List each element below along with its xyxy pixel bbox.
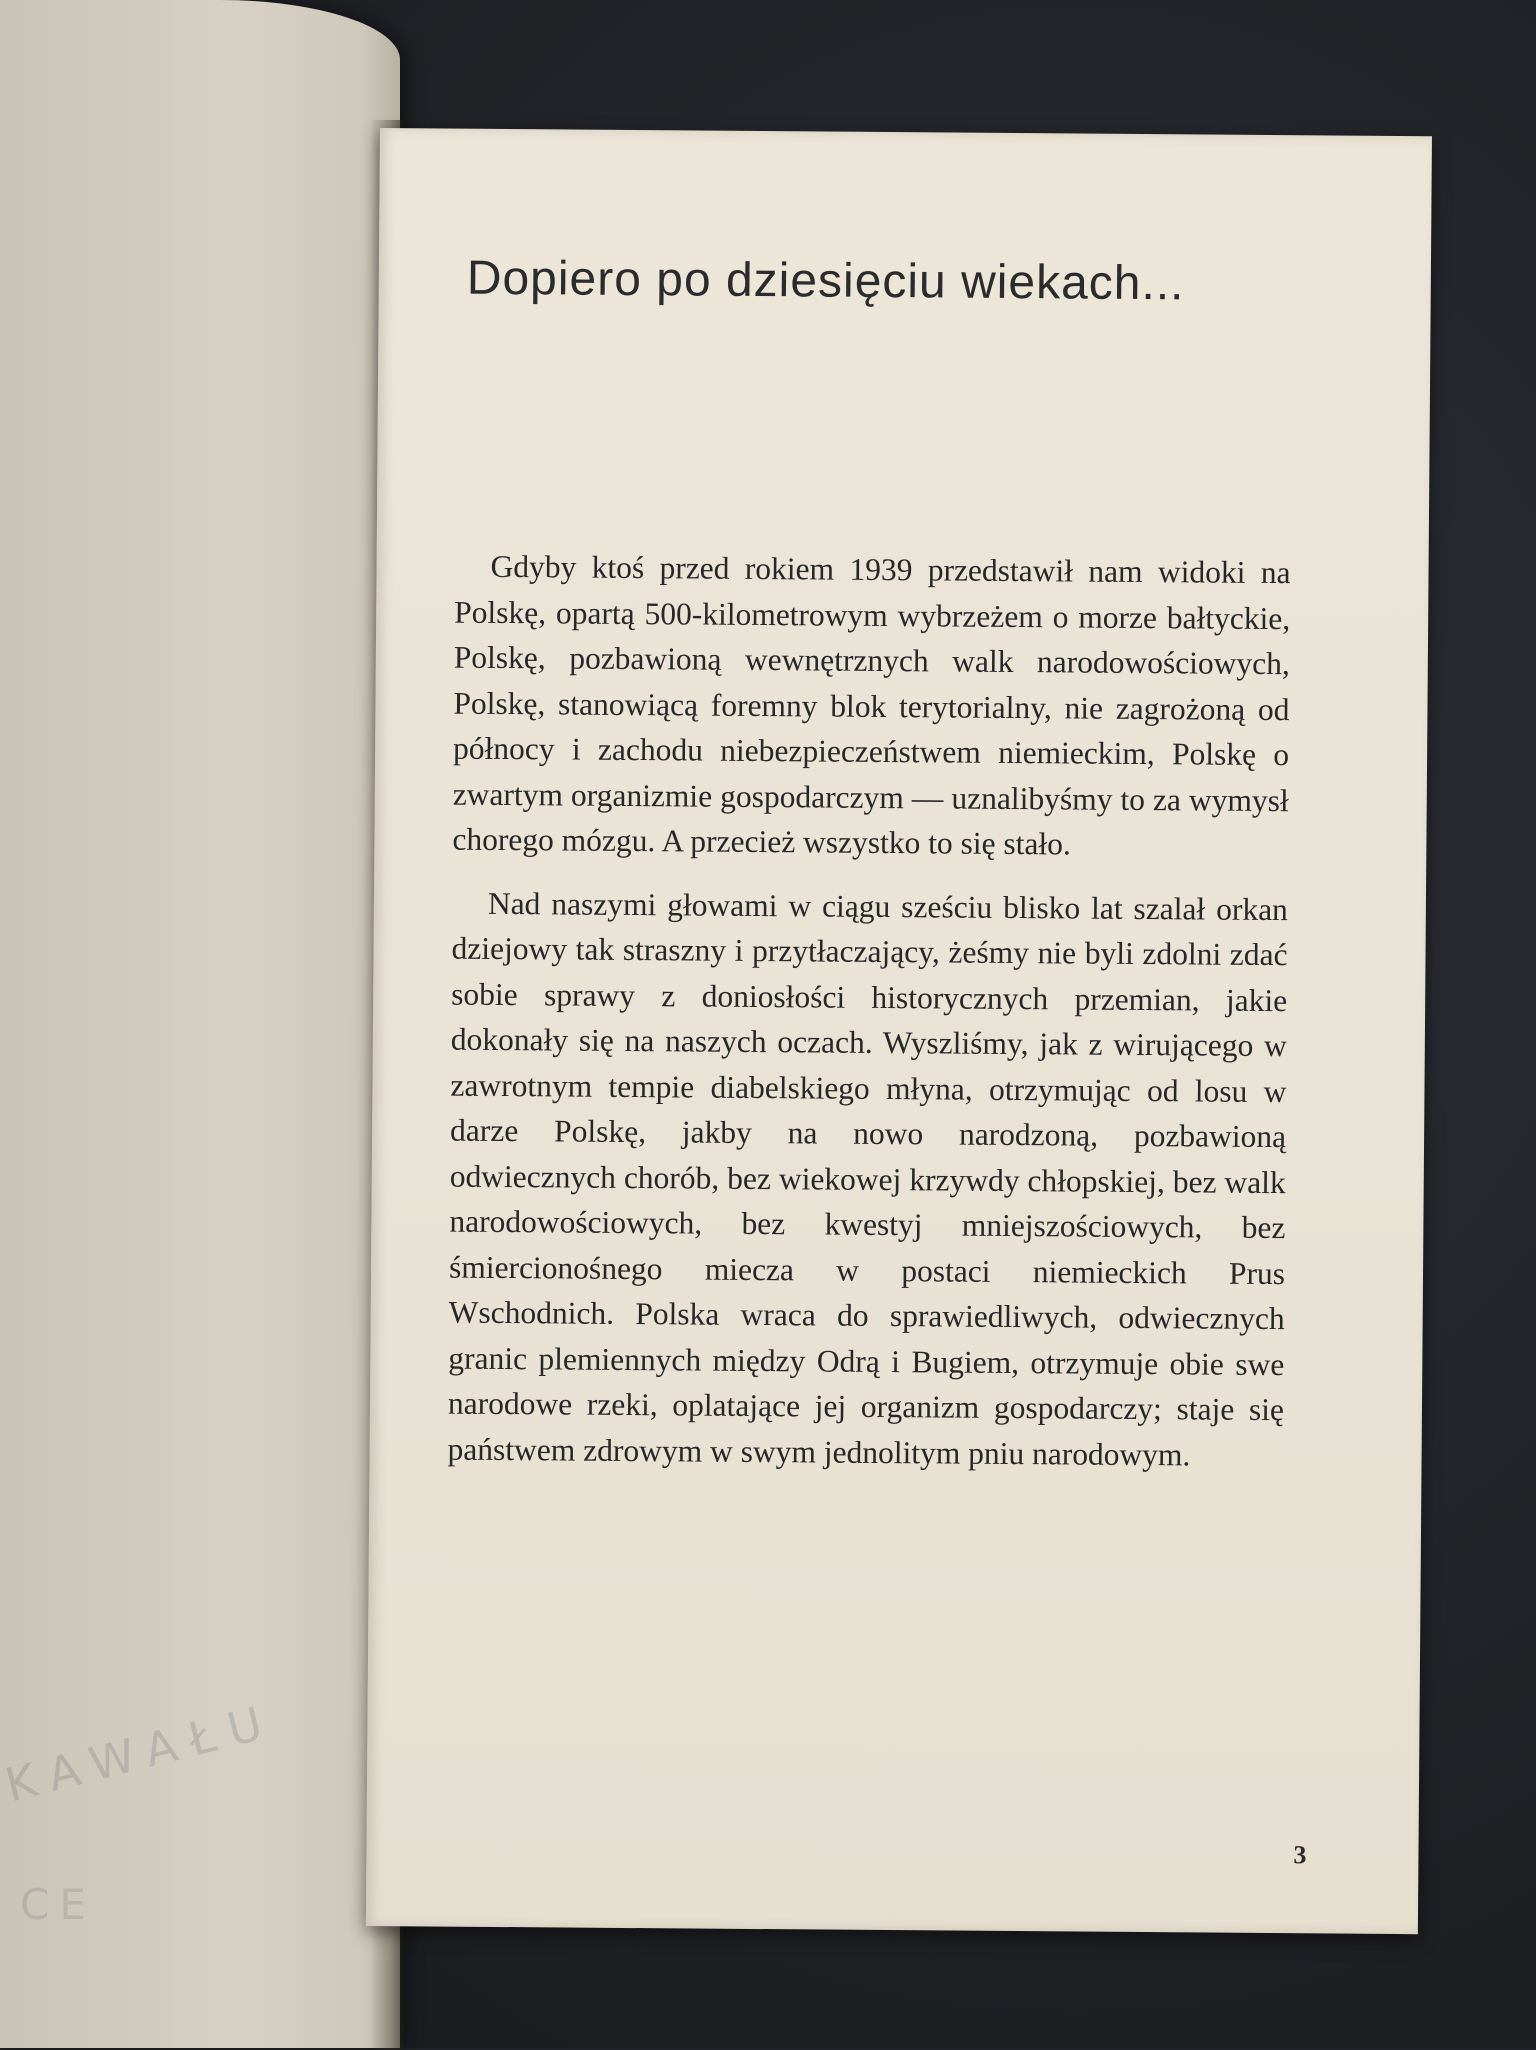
book-page: [366, 128, 1432, 1934]
left-page: [0, 0, 400, 2048]
paragraph-2: Nad naszymi głowami w ciągu sześciu blisko lat szalał orkan dziejowy tak straszny i przytłaczający, żeśmy nie byli zdolni zdać sobie sprawy z doniosłości historycznych przemian, jakie dokonały się na naszych oczach. Wyszliśmy, jak z wirującego w zawrotnym tempie diabelskiego młyna, otrzymując od losu w darze Polskę, jakby na nowo narodzoną, pozbawioną odwiecznych chorób, bez wiekowej krzywdy chłopskiej, bez walk narodowościowych, bez kwestyj mniejszościowych, bez śmiercionośnego miecza w postaci niemieckich Prus Wschodnich. Polska wraca do sprawiedliwych, odwiecznych granic plemiennych między Odrą i Bugiem, otrzymuje obie swe narodowe rzeki, oplatające jej organizm gospodarczy; staje się państwem zdrowym w swym jednolitym pniu narodowym.: [447, 885, 1289, 1472]
page-number: 3: [1293, 1840, 1307, 1870]
show-through-text: KAWAŁU: [0, 1693, 282, 1813]
show-through-text-2: CE: [20, 1880, 96, 1929]
body-text: [447, 544, 1290, 1479]
page-title: Dopiero po dziesięciu wiekach...: [466, 251, 1185, 311]
paragraph-1: Gdyby ktoś przed rokiem 1939 przedstawił nam widoki na Polskę, opartą 500-kilometrowym wybrzeżem o morze bałtyckie, Polskę, pozbawioną wewnętrznych walk narodowościowych, Polskę, stanowiącą foremny blok terytorialny, nie zagrożoną od północy i zachodu niebezpieczeństwem niemieckim, Polskę o zwartym organizmie gospodarczym — uznalibyśmy to za wymysł chorego mózgu. A przecież wszystko to się stało.: [452, 548, 1291, 862]
